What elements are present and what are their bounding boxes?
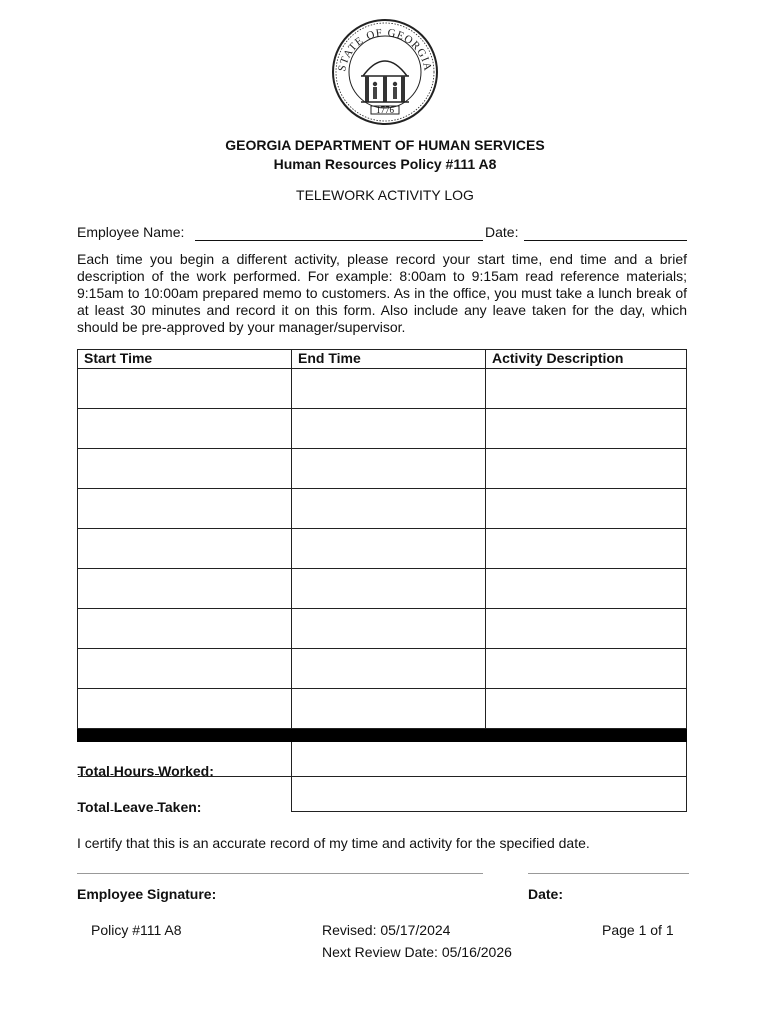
end-time-cell[interactable] [292, 609, 486, 649]
activity-log-table [77, 349, 687, 815]
footer-page-number: Page 1 of 1 [602, 922, 674, 938]
activity-description-cell[interactable] [486, 649, 687, 689]
total-hours-row [78, 742, 687, 777]
activity-description-cell[interactable] [486, 529, 687, 569]
activity-description-cell[interactable] [486, 409, 687, 449]
table-separator-bar [78, 729, 687, 742]
employee-name-label: Employee Name: [77, 224, 185, 240]
table-row [78, 489, 687, 529]
start-time-cell[interactable] [78, 369, 292, 409]
end-time-cell[interactable] [292, 489, 486, 529]
start-time-cell[interactable] [78, 409, 292, 449]
end-time-cell[interactable] [292, 369, 486, 409]
start-time-cell[interactable] [78, 689, 292, 729]
table-row [78, 449, 687, 489]
table-row [78, 689, 687, 729]
certification-statement: I certify that this is an accurate record of my time and activity for the specified date. [77, 835, 590, 851]
table-row [78, 529, 687, 569]
total-hours-field[interactable] [292, 742, 687, 777]
end-time-cell[interactable] [292, 529, 486, 569]
date-label: Date: [485, 224, 519, 240]
seal-year: 1776 [376, 105, 394, 115]
activity-description-cell[interactable] [486, 689, 687, 729]
start-time-cell[interactable] [78, 569, 292, 609]
end-time-cell[interactable] [292, 569, 486, 609]
end-time-cell[interactable] [292, 689, 486, 729]
table-row [78, 409, 687, 449]
end-time-cell[interactable] [292, 449, 486, 489]
policy-subtitle: Human Resources Policy #111 A8 [273, 156, 497, 172]
start-time-cell[interactable] [78, 529, 292, 569]
table-row [78, 369, 687, 409]
activity-description-cell[interactable] [486, 609, 687, 649]
table-header-row [78, 350, 687, 369]
end-time-cell[interactable] [292, 649, 486, 689]
activity-description-cell[interactable] [486, 369, 687, 409]
activity-description-cell[interactable] [486, 449, 687, 489]
employee-name-field[interactable] [195, 240, 483, 241]
footer-next-review: Next Review Date: 05/16/2026 [322, 944, 512, 960]
start-time-cell[interactable] [78, 449, 292, 489]
instructions-paragraph: Each time you begin a different activity, please record your start time, end time and a brief description of the work performed. For example: 8:00am to 9:15am read reference materials; 9:15am to 10:00am prepared memo to customers. As in the office, you must take a lunch break of at least 30 minutes and record it on this form. Also include any leave taken for the day, which should be pre-approved by your manager/supervisor. [77, 251, 687, 335]
total-hours-label: Total Hours Worked: [78, 742, 292, 777]
employee-signature-label: Employee Signature: [77, 886, 217, 902]
date-field[interactable] [524, 240, 687, 241]
footer-policy: Policy #111 A8 [91, 922, 182, 938]
svg-text:STATE OF GEORGIA: STATE OF GEORGIA [336, 26, 434, 73]
activity-description-cell[interactable] [486, 569, 687, 609]
start-time-cell[interactable] [78, 609, 292, 649]
table-row [78, 569, 687, 609]
signature-date-label: Date: [528, 886, 564, 902]
signature-date-line[interactable] [528, 873, 689, 874]
footer-revised: Revised: 05/17/2024 [322, 922, 451, 938]
table-row [78, 609, 687, 649]
end-time-cell[interactable] [292, 409, 486, 449]
total-leave-label: Total Leave Taken: [78, 777, 292, 812]
employee-signature-line[interactable] [77, 873, 483, 874]
start-time-cell[interactable] [78, 489, 292, 529]
form-title: TELEWORK ACTIVITY LOG [296, 187, 474, 203]
total-leave-row [78, 777, 687, 812]
start-time-header: Start Time [78, 350, 292, 369]
activity-description-cell[interactable] [486, 489, 687, 529]
start-time-cell[interactable] [78, 649, 292, 689]
agency-title: GEORGIA DEPARTMENT OF HUMAN SERVICES [225, 137, 545, 153]
total-leave-field[interactable] [292, 777, 687, 812]
end-time-header: End Time [292, 350, 486, 369]
activity-description-header: Activity Description [486, 350, 687, 369]
table-row [78, 649, 687, 689]
